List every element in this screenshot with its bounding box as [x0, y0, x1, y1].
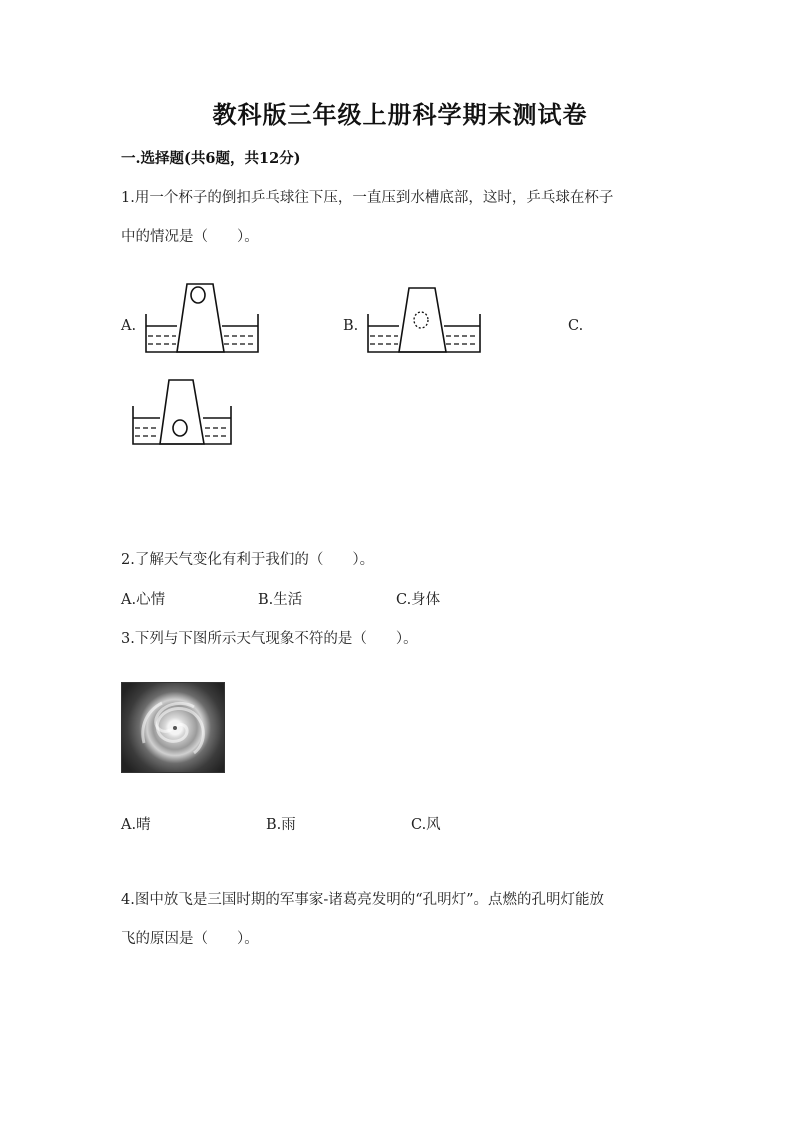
option-label: C.	[568, 318, 584, 334]
option-label: A.心情	[121, 592, 166, 608]
option-label: B.雨	[266, 817, 296, 833]
option-label: C.身体	[396, 592, 441, 608]
cloud-spiral-icon	[122, 683, 224, 772]
question-2-text: 2.了解天气变化有利于我们的（ ）。	[121, 552, 375, 568]
option-label: C.风	[411, 817, 441, 833]
option-label: B.	[343, 318, 359, 334]
cup-tank-figure-a	[140, 280, 265, 360]
typhoon-satellite-image	[121, 682, 225, 773]
question-1-line-2: 中的情况是（ ）。	[121, 229, 259, 245]
option-label: B.生活	[258, 592, 303, 608]
cup-tank-figure-c	[127, 376, 252, 452]
question-4-line-1: 4.图中放飞是三国时期的军事家-诸葛亮发明的“孔明灯”。点燃的孔明灯能放	[121, 892, 605, 908]
section-heading: 一.选择题(共6题，共12分)	[121, 150, 301, 167]
question-1-line-1: 1.用一个杯子的倒扣乒乓球往下压，一直压到水槽底部，这时，乒乓球在杯子	[121, 190, 614, 206]
question-3-text: 3.下列与下图所示天气现象不符的是（ ）。	[121, 631, 418, 647]
cup-tank-figure-b	[362, 280, 487, 360]
page-title: 教科版三年级上册科学期末测试卷	[212, 100, 588, 129]
option-label: A.	[121, 318, 137, 334]
question-4-line-2: 飞的原因是（ ）。	[121, 931, 259, 947]
option-label: A.晴	[121, 817, 151, 833]
